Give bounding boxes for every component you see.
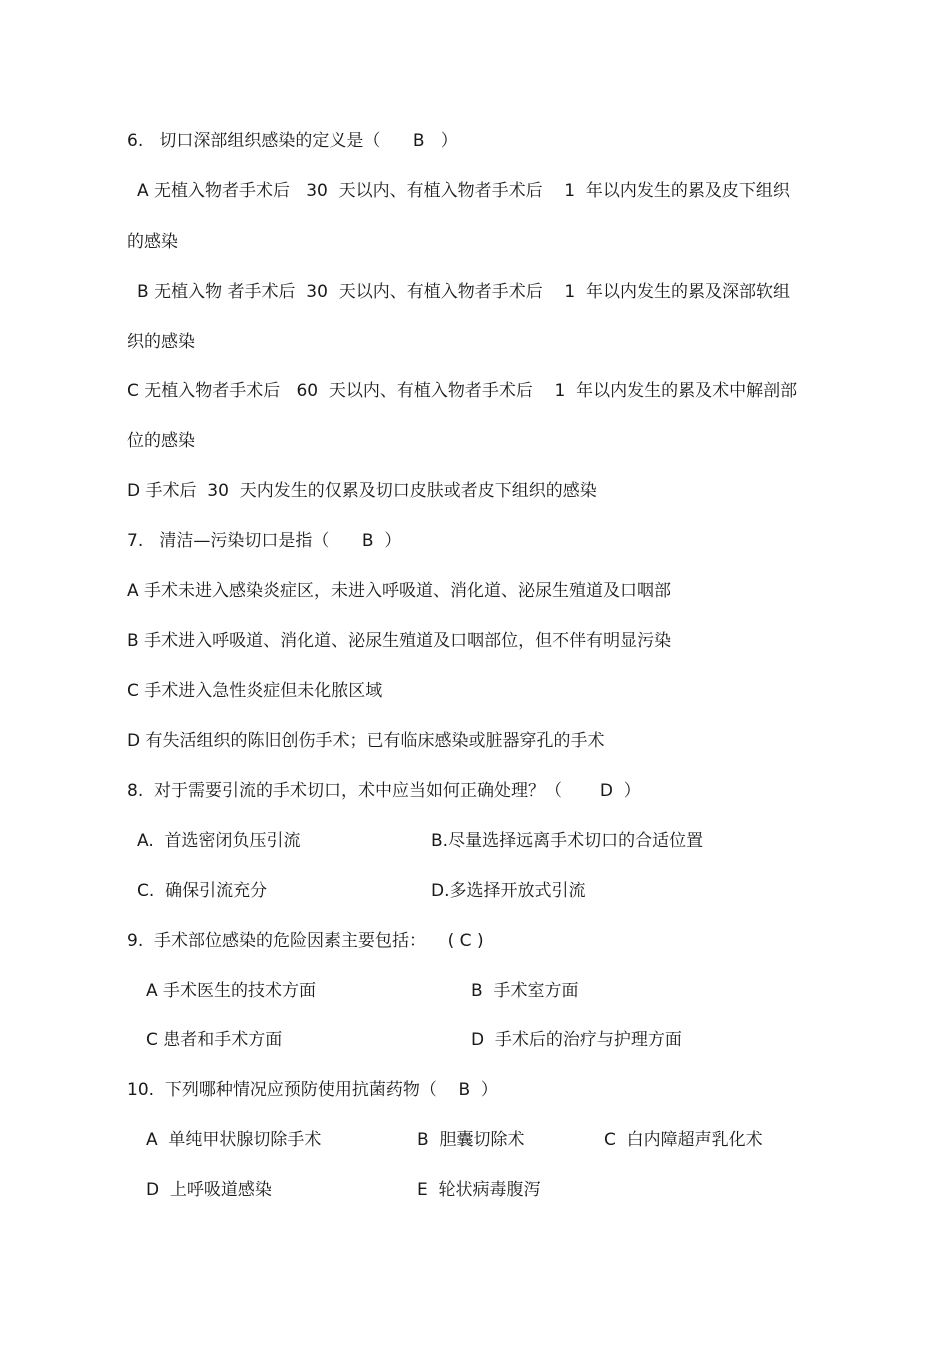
question-6-option-a: A 无植入物者手术后 30 天以内、有植入物者手术后 1 年以内发生的累及皮下组织 (137, 181, 790, 201)
question-9-option-c: C 患者和手术方面 (146, 1030, 283, 1050)
question-9-stem: 9. 手术部位感染的危险因素主要包括： ( C ) (127, 931, 484, 951)
question-7-option-c: C 手术进入急性炎症但未化脓区域 (127, 681, 383, 701)
question-7-option-a: A 手术未进入感染炎症区，未进入呼吸道、消化道、泌尿生殖道及口咽部 (127, 581, 672, 601)
question-6-option-c: C 无植入物者手术后 60 天以内、有植入物者手术后 1 年以内发生的累及术中解剖部 (127, 381, 798, 401)
question-6-stem: 6. 切口深部组织感染的定义是（ B ） (127, 131, 458, 151)
question-10-stem: 10. 下列哪种情况应预防使用抗菌药物（ B ） (127, 1080, 498, 1100)
question-8-option-d: D.多选择开放式引流 (431, 881, 586, 901)
question-8-option-b: B.尽量选择远离手术切口的合适位置 (431, 831, 704, 851)
question-7-stem: 7. 清洁—污染切口是指（ B ） (127, 531, 402, 551)
question-6-option-a-cont: 的感染 (127, 232, 178, 252)
question-9-option-a: A 手术医生的技术方面 (146, 981, 317, 1001)
question-7-option-d: D 有失活组织的陈旧创伤手术；已有临床感染或脏器穿孔的手术 (127, 731, 605, 751)
question-6-option-b-cont: 织的感染 (127, 332, 195, 352)
question-10-option-a: A 单纯甲状腺切除手术 (146, 1130, 322, 1150)
question-10-option-b: B 胆囊切除术 (417, 1130, 525, 1150)
question-6-option-c-cont: 位的感染 (127, 431, 195, 451)
question-9-option-d: D 手术后的治疗与护理方面 (471, 1030, 682, 1050)
question-8-option-a: A. 首选密闭负压引流 (137, 831, 301, 851)
question-8-stem: 8. 对于需要引流的手术切口，术中应当如何正确处理？（ D ） (127, 781, 641, 801)
question-8-option-c: C. 确保引流充分 (137, 881, 268, 901)
question-7-option-b: B 手术进入呼吸道、消化道、泌尿生殖道及口咽部位，但不伴有明显污染 (127, 631, 672, 651)
question-10-option-e: E 轮状病毒腹泻 (417, 1180, 541, 1200)
question-6-option-d: D 手术后 30 天内发生的仅累及切口皮肤或者皮下组织的感染 (127, 481, 597, 501)
question-9-option-b: B 手术室方面 (471, 981, 579, 1001)
question-6-option-b: B 无植入物 者手术后 30 天以内、有植入物者手术后 1 年以内发生的累及深部软组 (137, 282, 790, 302)
question-10-option-d: D 上呼吸道感染 (146, 1180, 272, 1200)
question-10-option-c: C 白内障超声乳化术 (604, 1130, 763, 1150)
